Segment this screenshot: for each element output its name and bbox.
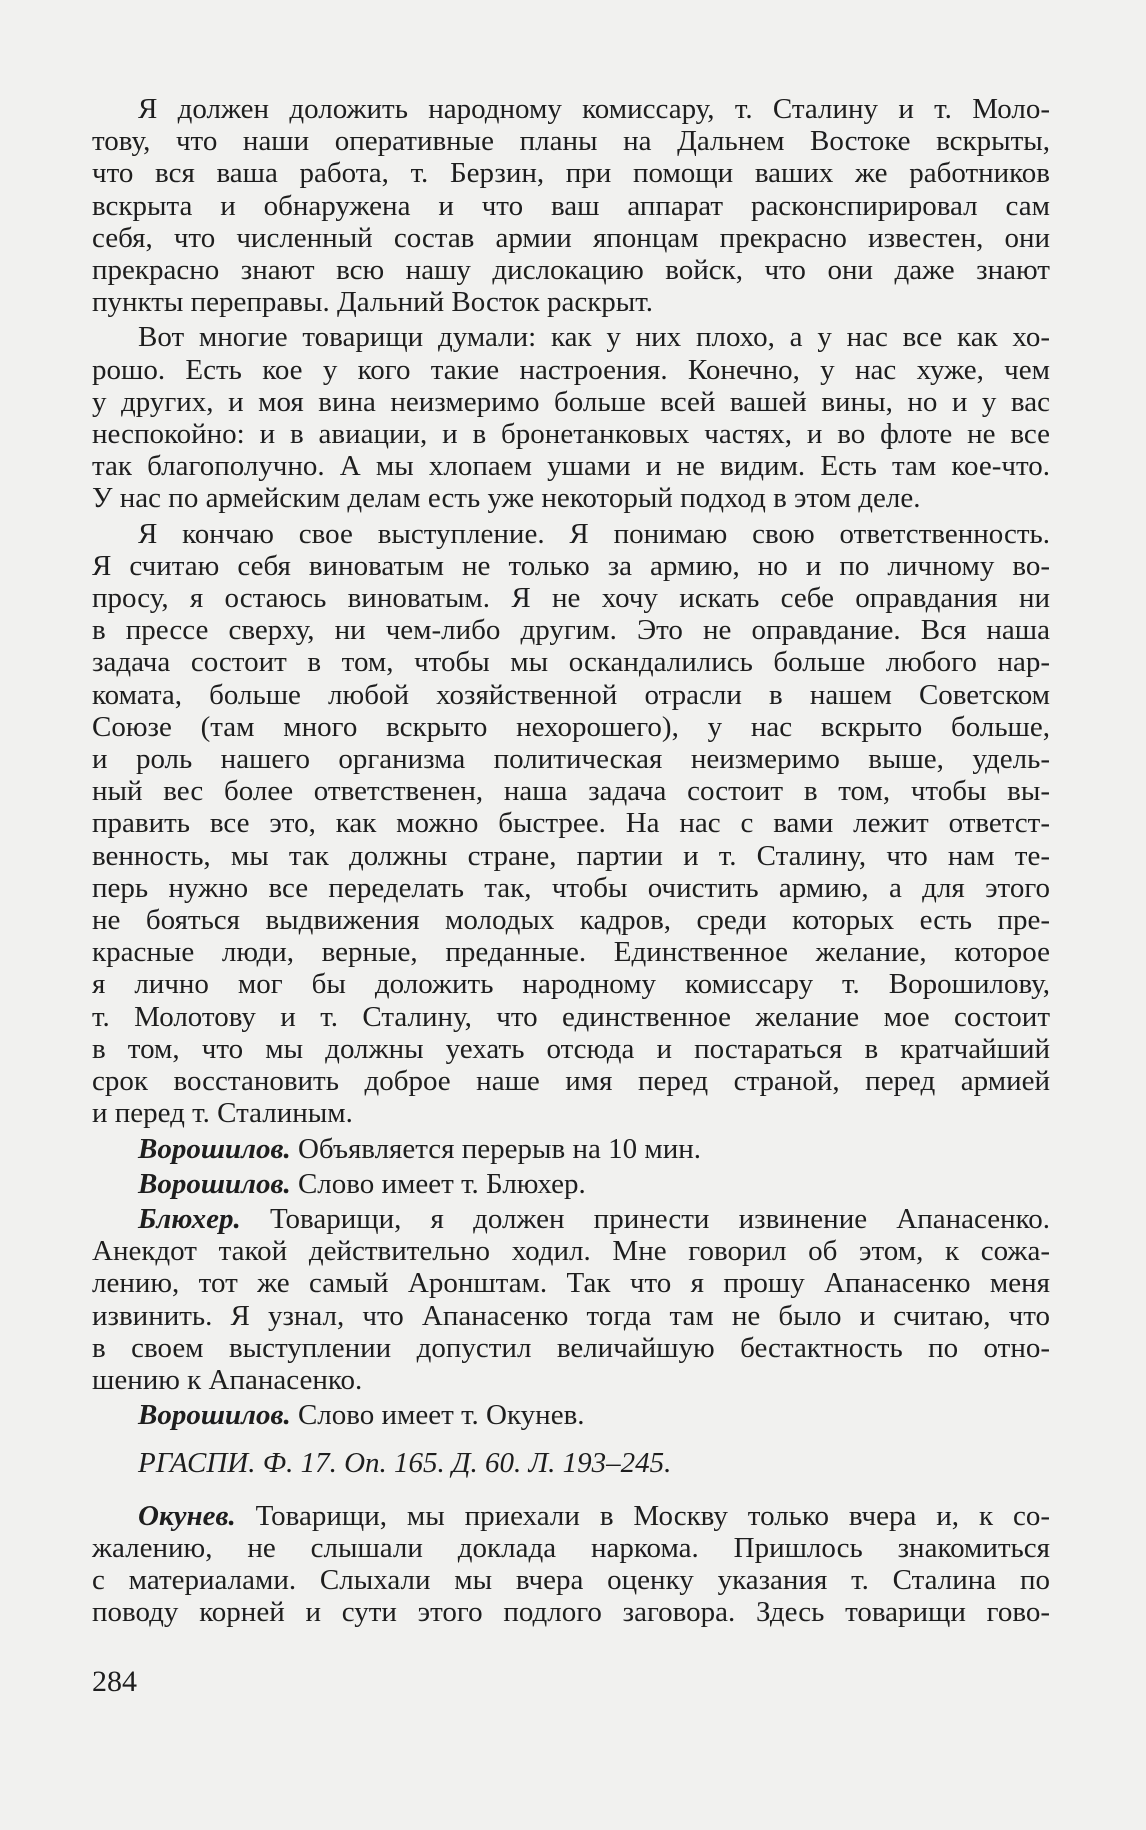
text-line: с материалами. Слыхали мы вчера оценку указания т. Сталина по — [92, 1563, 1050, 1596]
text-line: поводу корней и сути этого подлого заговора. Здесь товарищи гово- — [92, 1596, 1050, 1629]
speech-paragraph — [92, 1500, 1050, 1629]
speech-paragraph — [92, 1399, 1050, 1431]
paragraph — [92, 321, 1050, 514]
text-line — [92, 1168, 1050, 1200]
text-line: извинить. Я узнал, что Апанасенко тогда там не было и считаю, что — [92, 1299, 1050, 1332]
text-line: пункты переправы. Дальний Восток раскрыт. — [92, 286, 654, 319]
text-line: рошо. Есть кое у кого такие настроения. Конечно, у нас хуже, чем — [92, 353, 1050, 386]
speaker-name: Окунев. — [138, 1499, 236, 1532]
text-line: Я кончаю свое выступление. Я понимаю свою ответственность. — [138, 517, 1050, 550]
text-line: задача состоит в том, чтобы мы оскандалились больше любого нар- — [92, 646, 1050, 679]
text-line: и перед т. Сталиным. — [92, 1097, 353, 1130]
text-line: Союзе (там много вскрыто нехорошего), у нас вскрыто больше, — [92, 710, 1050, 743]
text-line: так благополучно. А мы хлопаем ушами и не видим. Есть там кое-что. — [92, 450, 1050, 483]
speech-paragraph — [92, 1168, 1050, 1200]
text-line: комата, больше любой хозяйственной отрасли в нашем Советском — [92, 678, 1050, 711]
text-line: что вся ваша работа, т. Берзин, при помощи ваших же работников — [92, 157, 1050, 190]
text-line: лению, тот же самый Аронштам. Так что я прошу Апанасенко меня — [92, 1267, 1050, 1300]
speaker-name: Блюхер. — [138, 1202, 241, 1235]
text-line: я лично мог бы доложить народному комиссару т. Ворошилову, — [92, 968, 1050, 1001]
line-text: Товарищи, я должен принести извинение Апанасенко. — [270, 1202, 1050, 1235]
text-line: жалению, не слышали доклада наркома. Пришлось знакомиться — [92, 1531, 1050, 1564]
text-line: Я должен доложить народному комиссару, т. Сталину и т. Моло- — [138, 93, 1050, 125]
text-column — [92, 93, 1050, 1628]
text-line: прекрасно знают всю нашу дислокацию войск, что они даже знают — [92, 254, 1050, 287]
text-line: ный вес более ответственен, наша задача состоит в том, чтобы вы- — [92, 775, 1050, 808]
paragraph — [92, 518, 1050, 1130]
text-line: Анекдот такой действительно ходил. Мне говорил об этом, к сожа- — [92, 1235, 1050, 1268]
text-line — [92, 1399, 1050, 1431]
text-line: тову, что наши оперативные планы на Дальнем Востоке вскрыты, — [92, 125, 1050, 158]
text-line: себя, что численный состав армии японцам прекрасно известен, они — [92, 221, 1050, 254]
text-line: шению к Апанасенко. — [92, 1363, 363, 1396]
line-text: Товарищи, мы приехали в Москву только вчера и, к со- — [255, 1499, 1050, 1532]
text-line — [92, 1203, 1050, 1235]
line-text: Объявляется перерыв на 10 мин. — [297, 1132, 701, 1165]
text-line: в том, что мы должны уехать отсюда и постараться в кратчайший — [92, 1032, 1050, 1065]
text-line: и роль нашего организма политическая неизмеримо выше, удель- — [92, 743, 1050, 776]
text-line: венность, мы так должны стране, партии и т. Сталину, что нам те- — [92, 839, 1050, 872]
speaker-name: Ворошилов. — [138, 1399, 291, 1432]
text-line: красные люди, верные, преданные. Единственное желание, которое — [92, 936, 1050, 969]
archive-reference-text: РГАСПИ. Ф. 17. Оп. 165. Д. 60. Л. 193–245. — [138, 1447, 672, 1480]
page-number: 284 — [92, 1665, 137, 1698]
text-line: вскрыта и обнаружена и что ваш аппарат расконспирировал сам — [92, 189, 1050, 222]
line-text: Слово имеет т. Окунев. — [297, 1399, 585, 1432]
text-line — [92, 1500, 1050, 1532]
speech-paragraph — [92, 1133, 1050, 1165]
speaker-name: Ворошилов. — [138, 1132, 291, 1165]
text-line: перь нужно все переделать так, чтобы очистить армию, а для этого — [92, 871, 1050, 904]
speech-paragraph — [92, 1203, 1050, 1396]
text-line: в прессе сверху, ни чем-либо другим. Это не оправдание. Вся наша — [92, 614, 1050, 647]
text-line: т. Молотову и т. Сталину, что единственное желание мое состоит — [92, 1000, 1050, 1033]
text-line: не бояться выдвижения молодых кадров, среди которых есть пре- — [92, 904, 1050, 937]
archive-reference — [92, 1447, 1050, 1479]
speaker-name: Ворошилов. — [138, 1167, 291, 1200]
text-line: срок восстановить доброе наше имя перед страной, перед армией — [92, 1065, 1050, 1098]
text-line: У нас по армейским делам есть уже некоторый подход в этом деле. — [92, 482, 921, 515]
text-line: в своем выступлении допустил величайшую бестактность по отно- — [92, 1331, 1050, 1364]
line-text: Слово имеет т. Блюхер. — [297, 1167, 586, 1200]
text-line: Вот многие товарищи думали: как у них плохо, а у нас все как хо- — [138, 321, 1050, 354]
text-line: у других, и моя вина неизмеримо больше всей вашей вины, но и у вас — [92, 385, 1050, 418]
text-line: править все это, как можно быстрее. На нас с вами лежит ответст- — [92, 807, 1050, 840]
text-line — [92, 1133, 1050, 1165]
paragraph — [92, 93, 1050, 318]
text-line: Я считаю себя виноватым не только за армию, но и по личному во- — [92, 549, 1050, 582]
text-line: просу, я остаюсь виноватым. Я не хочу искать себе оправдания ни — [92, 582, 1050, 615]
text-line: неспокойно: и в авиации, и в бронетанковых частях, и во флоте не все — [92, 418, 1050, 451]
